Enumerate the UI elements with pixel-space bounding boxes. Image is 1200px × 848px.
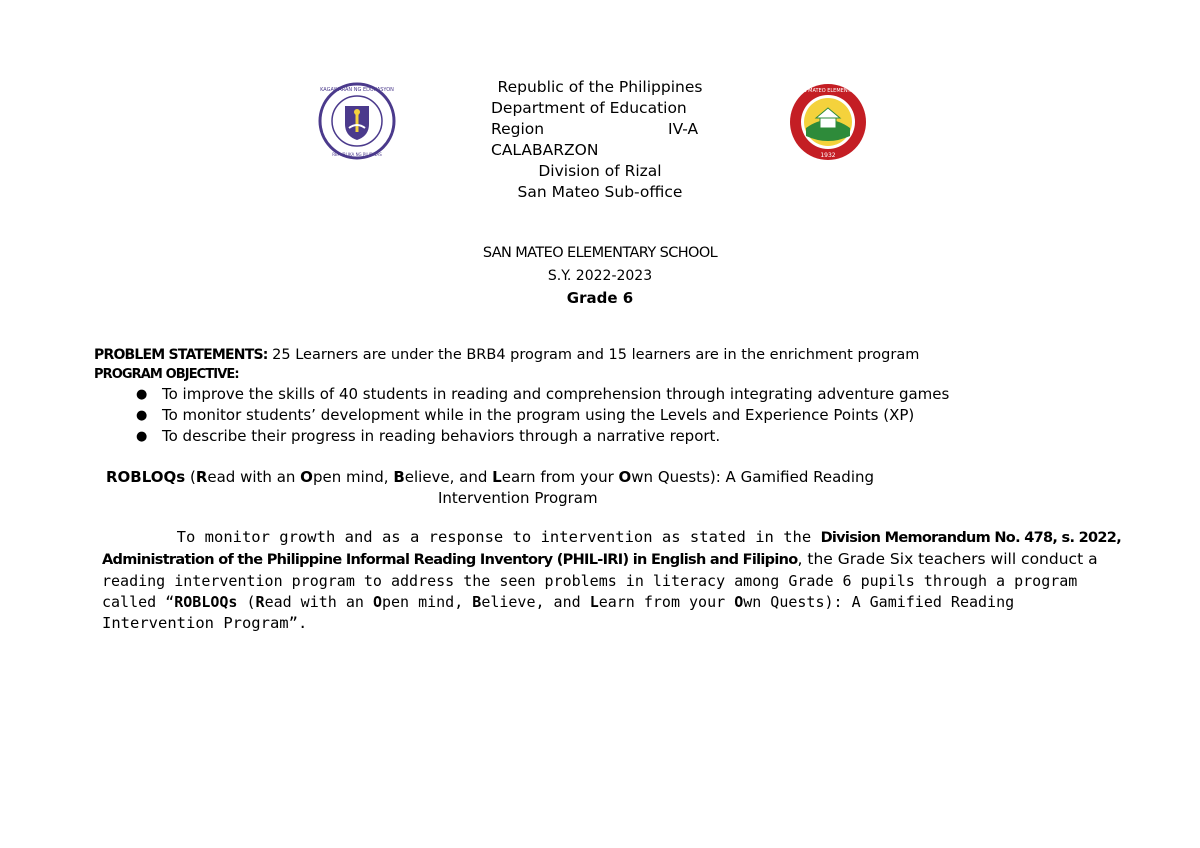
objective-text: To describe their progress in reading behaviors through a narrative report. [162, 427, 721, 445]
header-republic: Republic of the Philippines [497, 78, 703, 96]
title-initial: O [300, 468, 313, 486]
program-acronym: ROBLOQs [174, 593, 238, 611]
objective-text: To monitor students’ development while in the program using the Levels and Experience Points (XP) [162, 406, 915, 424]
svg-text:KAGAWARAN NG EDUKASYON: KAGAWARAN NG EDUKASYON [320, 87, 394, 93]
problem-label: PROBLEM STATEMENTS: [94, 347, 268, 363]
title-initial: B [472, 593, 482, 611]
school-name: SAN MATEO ELEMENTARY SCHOOL [482, 245, 718, 261]
title-part: elieve, and [404, 468, 493, 486]
title-initial: B [393, 468, 405, 486]
title-part: wn Quests): A Gamified Reading [631, 468, 875, 486]
paragraph-line [102, 592, 1098, 613]
program-acronym: ROBLOQs [106, 468, 186, 486]
paragraph-line [102, 549, 1098, 571]
title-part: ead with an [207, 468, 301, 486]
paragraph-text: To monitor growth and as a response to intervention as stated in the [102, 528, 821, 546]
paragraph-text: called “ [102, 593, 175, 611]
title-initial: O [734, 593, 744, 611]
title-initial: O [618, 468, 632, 486]
objective-text: To improve the skills of 40 students in reading and comprehension through integrating adventure games [162, 385, 950, 403]
title-part: ( [185, 468, 196, 486]
list-item [132, 384, 949, 405]
paragraph-line: reading intervention program to address the seen problems in literacy among Grade 6 pupils through a program [102, 572, 1078, 590]
title-initial: O [372, 593, 382, 611]
problem-statements [94, 347, 919, 363]
title-initial: L [492, 468, 502, 486]
paragraph-line [102, 527, 1122, 549]
title-initial: R [195, 468, 208, 486]
title-part: pen mind, [312, 468, 394, 486]
svg-text:REPUBLIKA NG PILIPINAS: REPUBLIKA NG PILIPINAS [332, 152, 382, 157]
grade-level: Grade 6 [566, 289, 634, 307]
svg-text:1932: 1932 [820, 152, 836, 159]
paragraph-text: ead with an [264, 593, 373, 611]
school-year: S.Y. 2022-2023 [547, 268, 653, 284]
paragraph-text: pen mind, [381, 593, 473, 611]
body-paragraph [102, 527, 1122, 634]
header-region-value: IV-A [668, 120, 699, 138]
paragraph-text: earn from your [598, 593, 735, 611]
paragraph-text: ( [237, 593, 256, 611]
header-division: Division of Rizal [538, 162, 662, 180]
header-region-label: Region [491, 120, 545, 138]
bullet-icon: ● [136, 408, 148, 423]
paragraph-text: , the Grade Six teachers will conduct a [797, 550, 1098, 568]
paragraph-text: elieve, and [481, 593, 590, 611]
title-initial: L [589, 593, 599, 611]
svg-text:SAN MATEO ELEMENTARY: SAN MATEO ELEMENTARY [796, 88, 860, 94]
memorandum-reference: Division Memorandum No. 478, s. 2022, [820, 530, 1122, 546]
header-region-name: CALABARZON [491, 141, 599, 159]
phil-iri-reference: Administration of the Philippine Informal Reading Inventory (PHIL-IRI) in English and Filipino [102, 552, 798, 568]
bullet-icon: ● [136, 387, 148, 402]
program-objective-label: PROGRAM OBJECTIVE: [94, 367, 239, 382]
problem-text: 25 Learners are under the BRB4 program and 15 learners are in the enrichment program [267, 347, 920, 363]
title-initial: R [255, 593, 265, 611]
title-part: earn from your [501, 468, 619, 486]
program-title [106, 468, 874, 486]
header-suboffice: San Mateo Sub-office [517, 183, 683, 201]
list-item [132, 426, 949, 447]
bullet-icon: ● [136, 429, 148, 444]
objective-list [132, 384, 949, 447]
paragraph-text: wn Quests): A Gamified Reading [743, 593, 1015, 611]
header-department: Department of Education [491, 99, 687, 117]
list-item [132, 405, 949, 426]
program-title-line2: Intervention Program [438, 489, 598, 507]
paragraph-line: Intervention Program”. [102, 614, 308, 632]
